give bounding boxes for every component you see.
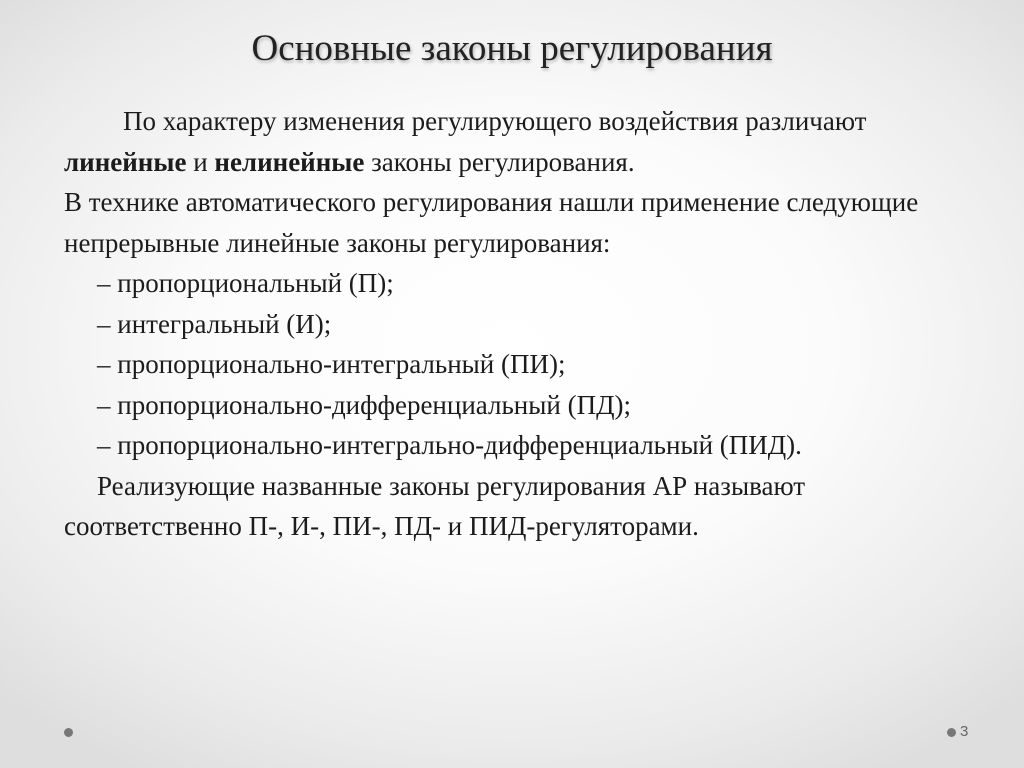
term-nonlinear: нелинейные [214,146,365,177]
footer-dot-right [947,728,956,737]
intro-text-1: По характеру изменения регулирующего воздействия различают [123,106,867,136]
intro-text-3: законы регулирования. [364,146,635,177]
intro-paragraph [64,101,964,182]
term-linear: линейные [64,146,187,177]
list-item-i: – интегральный (И); [97,308,332,339]
slide-title: Основные законы регулирования [251,28,773,69]
applications-paragraph: В технике автоматического регулирования нашли применение следующие непрерывные линейные законы регулирования: [64,187,919,258]
list-item-pd: – пропорционально-дифференциальный (ПД); [97,389,631,420]
list-item-pi: – пропорционально-интегральный (ПИ); [97,349,566,379]
page-number: 3 [960,723,969,740]
closing-paragraph: Реализующие названные законы регулирования АР называют соответственно П-, И-, ПИ-, ПД- и ПИД-регуляторами. [64,470,806,541]
list-item-pid: – пропорционально-интегрально-дифференциальный (ПИД). [97,430,802,460]
list-item-p: – пропорциональный (П); [97,268,394,298]
intro-text-2: и [186,146,215,177]
footer-dot-left [64,728,73,737]
slide-body [64,101,964,547]
